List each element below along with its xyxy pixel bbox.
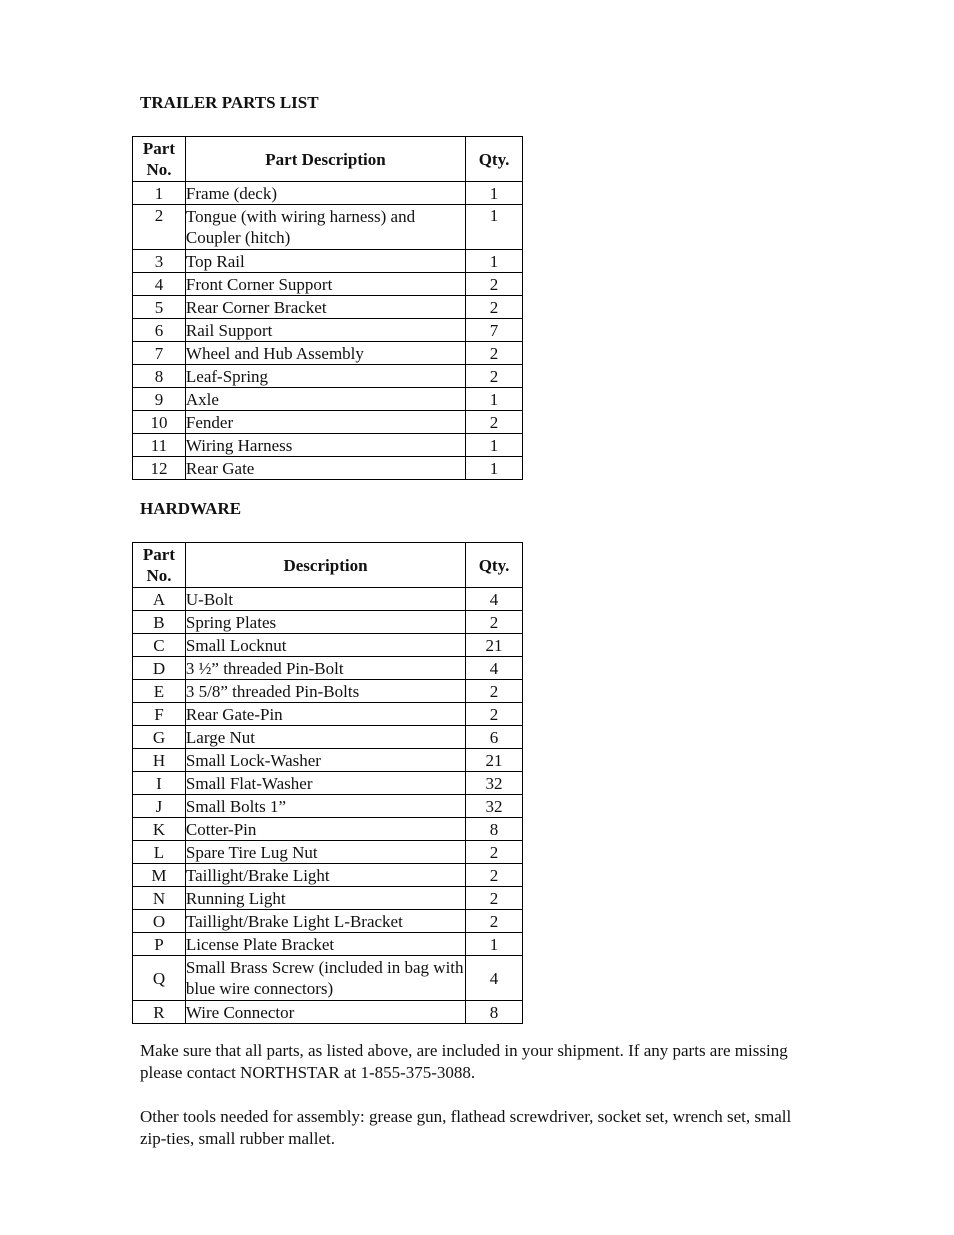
table-row <box>133 319 523 342</box>
table-row <box>133 457 523 480</box>
cell-part-no: 8 <box>133 365 186 388</box>
table-row <box>133 250 523 273</box>
cell-qty: 1 <box>466 434 523 457</box>
cell-part-no: 1 <box>133 182 186 205</box>
table-row <box>133 296 523 319</box>
cell-description: Running Light <box>185 887 465 910</box>
table-row <box>133 342 523 365</box>
header-part-no: Part No. <box>133 543 186 588</box>
table-row <box>133 956 523 1001</box>
cell-qty: 32 <box>466 795 523 818</box>
header-qty: Qty. <box>466 543 523 588</box>
cell-qty: 21 <box>466 634 523 657</box>
cell-qty: 2 <box>466 680 523 703</box>
cell-part-no: 3 <box>133 250 186 273</box>
header-description: Part Description <box>185 137 465 182</box>
cell-qty: 2 <box>466 296 523 319</box>
shipment-note: Make sure that all parts, as listed above, are included in your shipment. If any parts are missing please contact NORTHSTAR at 1-855-375-3088. <box>140 1041 788 1082</box>
cell-part-no: 2 <box>133 205 186 250</box>
cell-part-no: O <box>133 910 186 933</box>
cell-part-no: I <box>133 772 186 795</box>
table-header-row <box>133 137 523 182</box>
cell-part-no: M <box>133 864 186 887</box>
cell-part-no: F <box>133 703 186 726</box>
table-row <box>133 634 523 657</box>
cell-qty: 2 <box>466 411 523 434</box>
parts-list-table <box>132 136 523 480</box>
cell-description: Small Lock-Washer <box>185 749 465 772</box>
table-row <box>133 864 523 887</box>
cell-description: 3 ½” threaded Pin-Bolt <box>185 657 465 680</box>
cell-description: Small Bolts 1” <box>185 795 465 818</box>
table-row <box>133 388 523 411</box>
table-row <box>133 657 523 680</box>
cell-description: Spare Tire Lug Nut <box>185 841 465 864</box>
table-row <box>133 1001 523 1024</box>
cell-qty: 2 <box>466 703 523 726</box>
cell-description: Taillight/Brake Light <box>185 864 465 887</box>
hardware-body <box>133 588 523 1024</box>
cell-part-no: A <box>133 588 186 611</box>
header-part-no: Part No. <box>133 137 186 182</box>
table-row <box>133 680 523 703</box>
cell-qty: 7 <box>466 319 523 342</box>
cell-part-no: R <box>133 1001 186 1024</box>
table-row <box>133 205 523 250</box>
cell-part-no: K <box>133 818 186 841</box>
table-row <box>133 933 523 956</box>
table-row <box>133 703 523 726</box>
cell-description: Spring Plates <box>185 611 465 634</box>
cell-qty: 8 <box>466 818 523 841</box>
cell-description: U-Bolt <box>185 588 465 611</box>
cell-description: Leaf-Spring <box>185 365 465 388</box>
cell-part-no: 9 <box>133 388 186 411</box>
cell-description: Fender <box>185 411 465 434</box>
cell-qty: 2 <box>466 342 523 365</box>
hardware-table <box>132 542 523 1024</box>
cell-qty: 1 <box>466 205 523 250</box>
cell-part-no: 12 <box>133 457 186 480</box>
cell-part-no: C <box>133 634 186 657</box>
cell-qty: 1 <box>466 182 523 205</box>
cell-part-no: H <box>133 749 186 772</box>
cell-description: Rail Support <box>185 319 465 342</box>
table-row <box>133 818 523 841</box>
cell-description: Rear Corner Bracket <box>185 296 465 319</box>
cell-description: Axle <box>185 388 465 411</box>
cell-description: Large Nut <box>185 726 465 749</box>
table-header-row <box>133 543 523 588</box>
parts-list-title: TRAILER PARTS LIST <box>140 93 319 112</box>
cell-part-no: J <box>133 795 186 818</box>
table-row <box>133 795 523 818</box>
table-row <box>133 273 523 296</box>
cell-description: Top Rail <box>185 250 465 273</box>
header-description: Description <box>185 543 465 588</box>
cell-part-no: 6 <box>133 319 186 342</box>
cell-qty: 2 <box>466 910 523 933</box>
table-row <box>133 182 523 205</box>
cell-qty: 2 <box>466 365 523 388</box>
cell-qty: 1 <box>466 933 523 956</box>
cell-description: Wire Connector <box>185 1001 465 1024</box>
table-row <box>133 726 523 749</box>
cell-part-no: G <box>133 726 186 749</box>
cell-description: Rear Gate-Pin <box>185 703 465 726</box>
table-row <box>133 887 523 910</box>
table-row <box>133 772 523 795</box>
cell-part-no: 10 <box>133 411 186 434</box>
cell-qty: 4 <box>466 956 523 1001</box>
cell-qty: 21 <box>466 749 523 772</box>
cell-part-no: 7 <box>133 342 186 365</box>
cell-part-no: Q <box>133 956 186 1001</box>
cell-part-no: N <box>133 887 186 910</box>
cell-part-no: 11 <box>133 434 186 457</box>
cell-description: Small Locknut <box>185 634 465 657</box>
cell-description: Cotter-Pin <box>185 818 465 841</box>
table-row <box>133 611 523 634</box>
cell-part-no: E <box>133 680 186 703</box>
cell-description: License Plate Bracket <box>185 933 465 956</box>
cell-qty: 2 <box>466 864 523 887</box>
cell-part-no: B <box>133 611 186 634</box>
cell-description: Frame (deck) <box>185 182 465 205</box>
cell-description: Tongue (with wiring harness) and Coupler (hitch) <box>185 205 465 250</box>
cell-part-no: 4 <box>133 273 186 296</box>
header-qty: Qty. <box>466 137 523 182</box>
cell-description: Front Corner Support <box>185 273 465 296</box>
cell-description: 3 5/8” threaded Pin-Bolts <box>185 680 465 703</box>
cell-qty: 1 <box>466 250 523 273</box>
cell-description: Small Flat-Washer <box>185 772 465 795</box>
table-row <box>133 910 523 933</box>
cell-qty: 2 <box>466 273 523 296</box>
table-row <box>133 841 523 864</box>
cell-description: Rear Gate <box>185 457 465 480</box>
table-row <box>133 365 523 388</box>
table-row <box>133 411 523 434</box>
parts-list-body <box>133 182 523 480</box>
table-row <box>133 588 523 611</box>
cell-part-no: D <box>133 657 186 680</box>
cell-qty: 4 <box>466 588 523 611</box>
cell-qty: 4 <box>466 657 523 680</box>
table-row <box>133 434 523 457</box>
tools-note: Other tools needed for assembly: grease gun, flathead screwdriver, socket set, wrench set, small zip-ties, small rubber mallet. <box>140 1107 792 1148</box>
cell-part-no: 5 <box>133 296 186 319</box>
cell-qty: 6 <box>466 726 523 749</box>
hardware-title: HARDWARE <box>140 499 242 518</box>
cell-qty: 2 <box>466 841 523 864</box>
cell-part-no: L <box>133 841 186 864</box>
cell-qty: 2 <box>466 611 523 634</box>
cell-qty: 8 <box>466 1001 523 1024</box>
cell-qty: 1 <box>466 388 523 411</box>
cell-qty: 1 <box>466 457 523 480</box>
table-row <box>133 749 523 772</box>
cell-description: Taillight/Brake Light L-Bracket <box>185 910 465 933</box>
cell-part-no: P <box>133 933 186 956</box>
cell-description: Small Brass Screw (included in bag with blue wire connectors) <box>185 956 465 1001</box>
cell-description: Wheel and Hub Assembly <box>185 342 465 365</box>
cell-qty: 32 <box>466 772 523 795</box>
cell-qty: 2 <box>466 887 523 910</box>
cell-description: Wiring Harness <box>185 434 465 457</box>
